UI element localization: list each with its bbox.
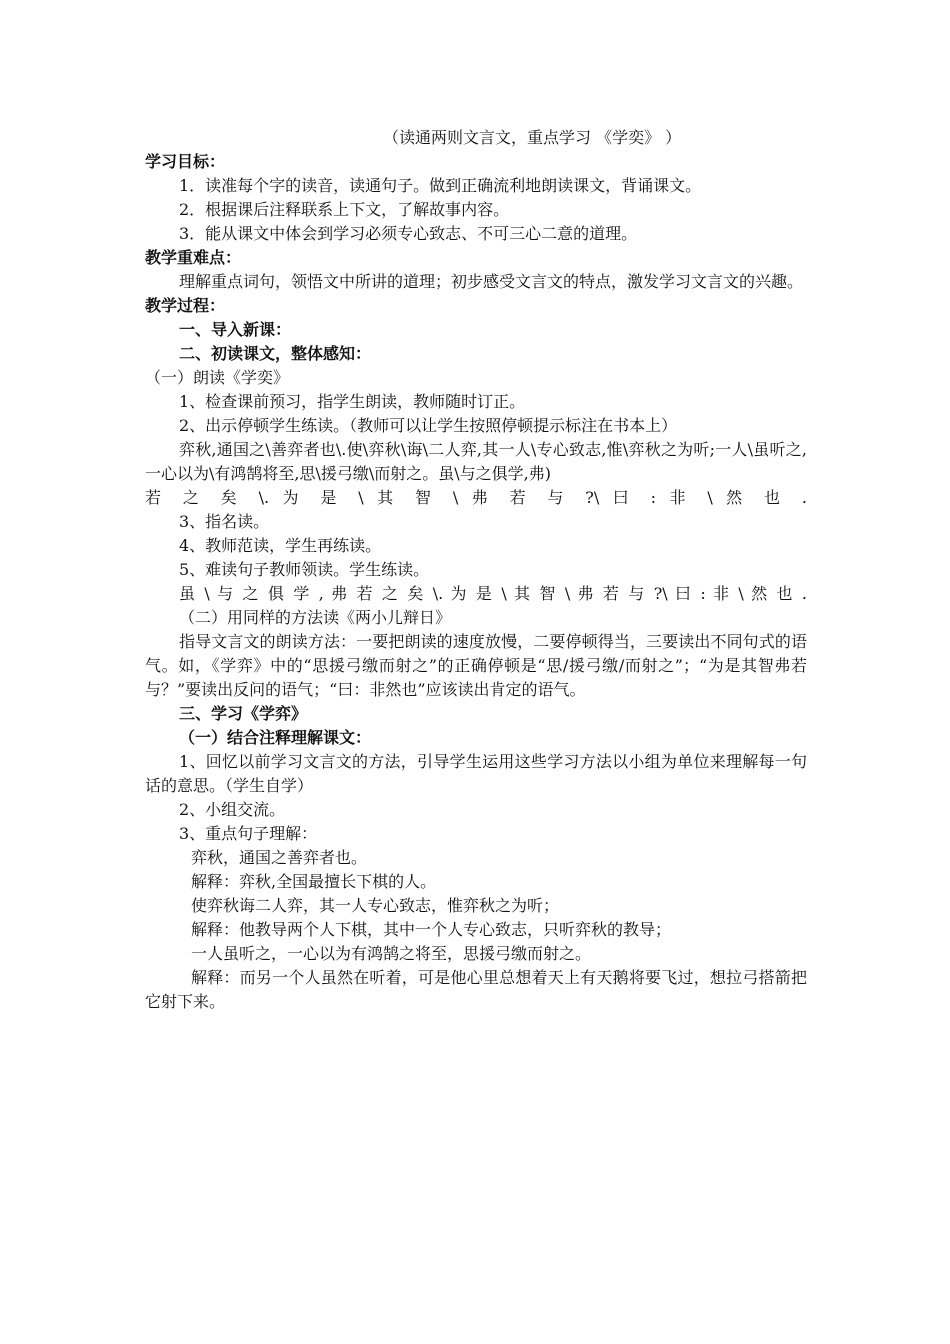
sentence-explanation: 解释：他教导两个人下棋，其中一个人专心致志，只听弈秋的教导； bbox=[191, 920, 672, 939]
pause-text: 若 之 矣 \. 为 是 \ 其 智 \ 弗 若 与 ?\ 曰 : 非 \ 然 也 . bbox=[145, 488, 807, 507]
study-step: 2、小组交流。 bbox=[179, 800, 286, 819]
goal-item: 3．能从课文中体会到学习必须专心致志、不可三心二意的道理。 bbox=[179, 224, 638, 243]
study-step: 1、回忆以前学习文言文的方法，引导学生运用这些学习方法以小组为单位来理解每一句话的意思。（学生自学） bbox=[145, 752, 807, 795]
step-line: 3、指名读。 bbox=[179, 512, 270, 531]
study-step: 3、重点句子理解： bbox=[179, 824, 318, 843]
step-line: 4、教师范读，学生再练读。 bbox=[179, 536, 382, 555]
step-line: 5、难读句子教师领读。学生练读。 bbox=[179, 560, 430, 579]
step-heading: 一、导入新课： bbox=[179, 320, 292, 339]
reading-method-text: 指导文言文的朗读方法：一要把朗读的速度放慢，二要停顿得当，三要读出不同句式的语气。如，《学弈》中的“思援弓缴而射之”的正确停顿是“思/援弓缴/而射之”；“为是其智弗若与？”要读出反问的语气；“曰：非然也”应该读出肯定的语气。 bbox=[145, 632, 807, 699]
key-points-heading: 教学重难点： bbox=[145, 248, 242, 267]
pause-text: 虽 \ 与 之 俱 学 , 弗 若 之 矣 \. 为 是 \ 其 智 \ 弗 若 与 ?\ 曰 : 非 \ 然 也 . bbox=[179, 584, 807, 603]
subsection-heading: （一）结合注释理解课文： bbox=[179, 728, 372, 747]
step-heading: 二、初读课文，整体感知： bbox=[179, 344, 372, 363]
step-line: 2、出示停顿学生练读。（教师可以让学生按照停顿提示标注在书本上） bbox=[179, 416, 678, 435]
process-heading: 教学过程： bbox=[145, 296, 226, 315]
sentence-explanation: 解释：而另一个人虽然在听着，可是他心里总想着天上有天鹅将要飞过，想拉弓搭箭把它射下来。 bbox=[145, 968, 807, 1011]
key-sentence: 一人虽听之，一心以为有鸿鹄之将至，思援弓缴而射之。 bbox=[191, 944, 592, 963]
sentence-explanation: 解释：弈秋,全国最擅长下棋的人。 bbox=[191, 872, 437, 891]
subsection-heading: （二）用同样的方法读《两小儿辩日》 bbox=[179, 608, 452, 627]
key-sentence: 弈秋，通国之善弈者也。 bbox=[191, 848, 368, 867]
goals-heading: 学习目标： bbox=[145, 152, 226, 171]
key-points-text: 理解重点词句，领悟文中所讲的道理；初步感受文言文的特点，激发学习文言文的兴趣。 bbox=[179, 272, 804, 291]
pause-text: 弈秋,通国之\善弈者也\.使\弈秋\诲\二人弈,其一人\专心致志,惟\弈秋之为听;一人\虽听之,一心以为\有鸿鹄将至,思\援弓缴\而射之。虽\与之俱学,弗) bbox=[145, 440, 807, 483]
subsection-heading: （一）朗读《学奕》 bbox=[145, 368, 290, 387]
key-sentence: 使弈秋诲二人弈，其一人专心致志，惟弈秋之为听； bbox=[191, 896, 560, 915]
lesson-subtitle: （读通两则文言文，重点学习 《学奕》 ） bbox=[383, 128, 682, 147]
step-heading: 三、学习《学弈》 bbox=[179, 704, 308, 723]
goal-item: 1．读准每个字的读音，读通句子。做到正确流利地朗读课文，背诵课文。 bbox=[179, 176, 702, 195]
step-line: 1、检查课前预习，指学生朗读，教师随时订正。 bbox=[179, 392, 526, 411]
goal-item: 2．根据课后注释联系上下文，了解故事内容。 bbox=[179, 200, 510, 219]
document-body bbox=[145, 126, 807, 1014]
